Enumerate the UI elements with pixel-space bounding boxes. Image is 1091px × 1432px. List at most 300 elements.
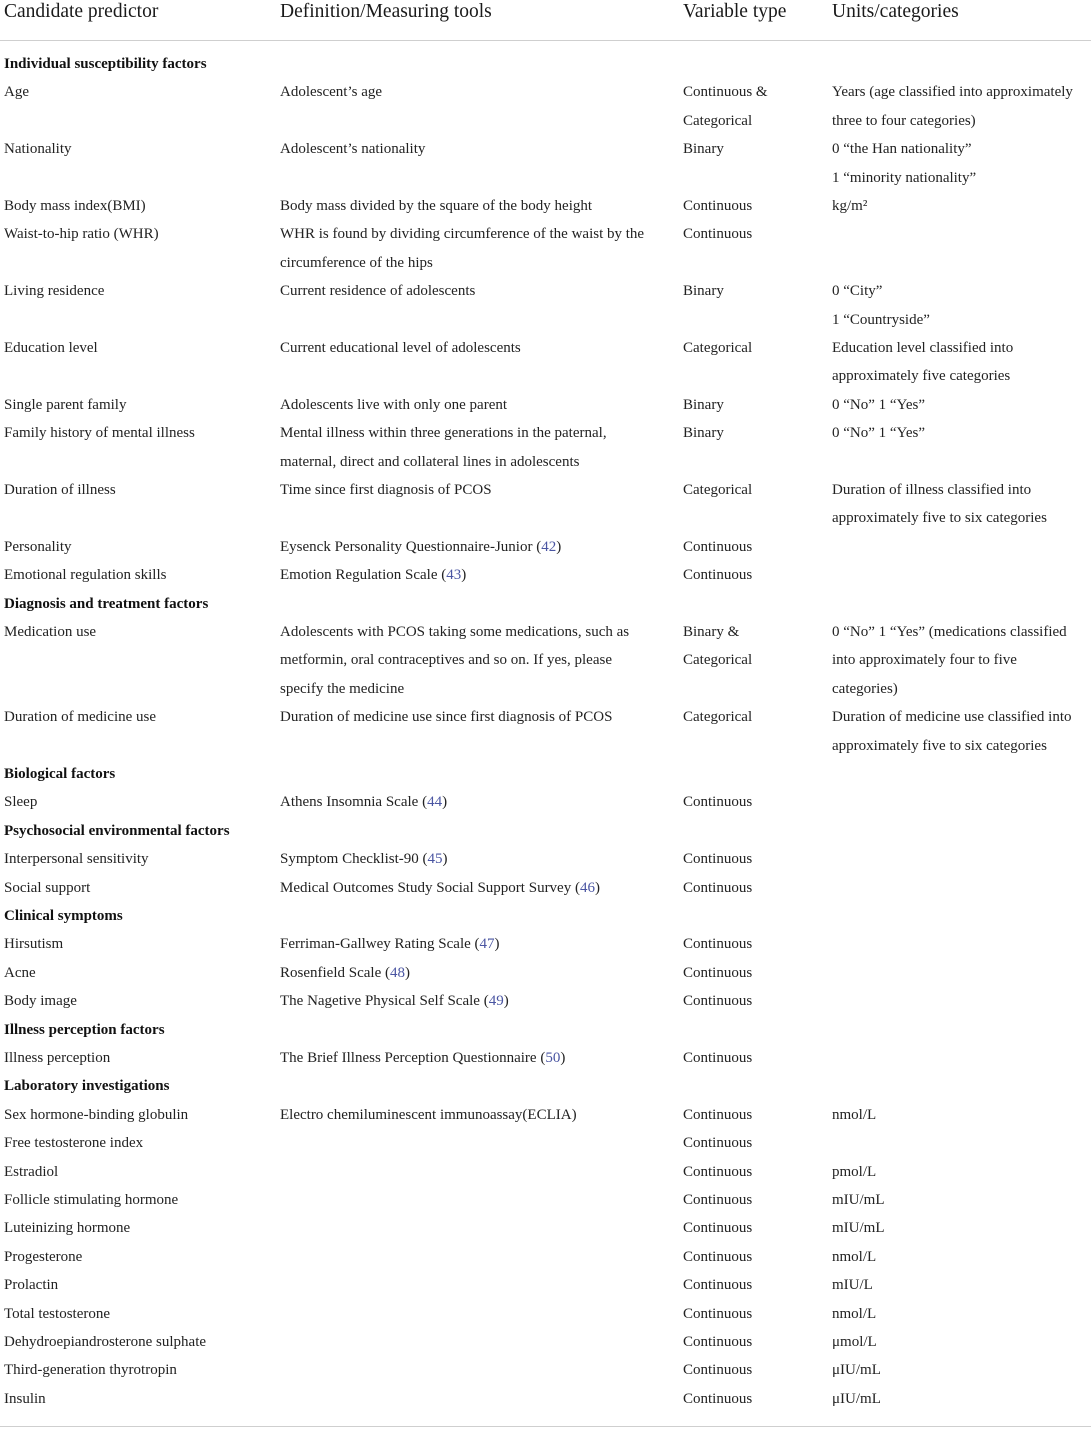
cell-line [683,1158,823,1186]
variable-type-cell [683,1243,823,1271]
section-title: Psychosocial environmental factors [4,822,230,839]
cell-text: approximately five to six categories [832,510,1047,527]
variable-type-cell [683,930,823,958]
cell-text: Continuous & [683,84,768,101]
cell-line [683,845,823,873]
units-cell [832,1186,1088,1214]
cell-text: Rosenfield Scale [280,964,382,981]
predictor-cell [4,1044,272,1072]
variable-type-cell [683,1186,823,1214]
variable-type-cell [683,561,823,589]
predictor-cell [4,1186,272,1214]
cell-line [280,135,675,163]
predictor-cell [4,1300,272,1328]
ref-paren: ( [437,567,447,584]
reference-link[interactable]: 46 [579,879,595,896]
predictor-cell [4,1328,272,1356]
column-header-definition: Definition/Measuring tools [280,1,492,22]
cell-line [4,1186,272,1214]
cell-line [683,220,823,248]
units-cell [832,419,1088,447]
variable-type-cell [683,874,823,902]
cell-line [832,1243,1088,1271]
predictor-cell [4,533,272,561]
ref-paren: ) [404,964,410,981]
cell-line [4,703,272,731]
cell-line [4,78,272,106]
section-title: Biological factors [4,766,116,782]
cell-line [4,1158,272,1186]
cell-line [280,561,675,589]
units-cell [832,78,1088,135]
cell-line [832,618,1088,646]
cell-line [4,1328,272,1356]
cell-text: mIU/L [832,1277,873,1294]
units-cell [832,135,1088,192]
predictor-cell [4,334,272,362]
cell-line [683,419,823,447]
cell-text: Third-generation thyrotropin [4,1362,177,1379]
cell-text: Binary [683,396,724,413]
cell-line [832,334,1088,362]
cell-line [4,533,272,561]
definition-cell [280,277,675,305]
cell-text: Continuous [683,1305,753,1322]
predictor-cell [4,419,272,447]
ref-paren: ) [560,1050,566,1066]
cell-line [4,930,272,958]
cell-text: Symptom Checklist-90 [280,851,419,868]
cell-line [832,306,1088,334]
cell-text: Adolescents with PCOS taking some medications, such as [280,624,630,640]
cell-line [832,1214,1088,1242]
cell-text: Single parent family [4,396,127,413]
cell-line [683,533,823,561]
cell-line [280,476,675,504]
cell-line [280,788,675,816]
predictor-cell [4,1101,272,1129]
variable-type-cell [683,1044,823,1072]
cell-text: Duration of medicine use classified into [832,709,1072,726]
cell-line [683,1271,823,1299]
cell-text: Emotional regulation skills [4,567,167,584]
predictor-cell [4,618,272,646]
cell-line [280,959,675,987]
cell-text: Continuous [683,1362,753,1379]
predictor-cell [4,1385,272,1413]
cell-line [683,277,823,305]
cell-text: Continuous [683,993,753,1010]
cell-line [4,192,272,220]
cell-line [4,788,272,816]
definition-cell [280,192,675,220]
cell-line [683,561,823,589]
units-cell [832,703,1088,760]
predictor-cell [4,192,272,220]
units-cell [832,1356,1088,1384]
definition-cell [280,845,675,873]
section-title: Laboratory investigations [4,1078,170,1095]
cell-line [280,1101,675,1129]
predictor-cell [4,987,272,1015]
cell-text: Continuous [683,198,753,214]
cell-line [832,675,1088,703]
predictor-cell [4,959,272,987]
variable-type-cell [683,788,823,816]
cell-text: Estradiol [4,1163,59,1180]
cell-text: Continuous [683,1135,753,1152]
cell-line [832,1186,1088,1214]
variable-type-cell [683,987,823,1015]
reference-link[interactable]: 50 [545,1050,561,1066]
cell-line [4,1044,272,1072]
cell-line [683,959,823,987]
cell-text: μIU/mL [832,1390,881,1407]
cell-text: approximately five categories [832,368,1011,385]
cell-line [4,1271,272,1299]
predictor-cell [4,788,272,816]
cell-text: Duration of illness [4,482,116,498]
cell-line [683,788,823,816]
variable-type-cell [683,959,823,987]
definition-cell [280,476,675,504]
cell-line [4,391,272,419]
definition-cell [280,419,675,476]
predictor-cell [4,561,272,589]
cell-text: Acne [4,964,36,981]
cell-line [832,107,1088,135]
cell-line [4,959,272,987]
variable-type-cell [683,220,823,248]
cell-text: nmol/L [832,1305,877,1322]
cell-line [280,192,675,220]
cell-line [832,646,1088,674]
cell-text: 0 “the Han nationality” [832,141,972,158]
cell-text: 0 “No” 1 “Yes” (medications classified [832,624,1067,640]
cell-line [832,1101,1088,1129]
cell-text: Prolactin [4,1277,59,1294]
reference-link[interactable]: 44 [427,794,443,811]
section-title: Illness perception factors [4,1021,165,1038]
variable-type-cell [683,391,823,419]
cell-text: Duration of medicine use [4,709,157,726]
cell-text: Continuous [683,851,753,868]
cell-text: 0 “No” 1 “Yes” [832,396,926,413]
variable-type-cell [683,1129,823,1157]
cell-line [280,391,675,419]
cell-text: Education level classified into [832,340,1014,356]
cell-text: Continuous [683,1050,753,1066]
definition-cell [280,334,675,362]
cell-line [683,703,823,731]
cell-text: Continuous [683,794,753,811]
cell-text: Time since first diagnosis of PCOS [280,482,492,498]
cell-text: Continuous [683,964,753,981]
cell-line [683,1243,823,1271]
cell-text: Continuous [683,1248,753,1265]
cell-text: Interpersonal sensitivity [4,851,149,868]
cell-line [280,1044,675,1072]
cell-text: Family history of mental illness [4,425,195,442]
cell-text: Binary [683,283,724,300]
predictor-cell [4,1356,272,1384]
cell-text: Continuous [683,226,753,243]
predictor-cell [4,1158,272,1186]
units-cell [832,391,1088,419]
predictor-cell [4,1129,272,1157]
units-cell [832,277,1088,334]
definition-cell [280,618,675,703]
cell-line [683,1356,823,1384]
cell-text: Athens Insomnia Scale [280,794,419,811]
cell-line [832,1356,1088,1384]
cell-text: 1 “minority nationality” [832,169,977,186]
cell-text: Sex hormone-binding globulin [4,1106,189,1123]
cell-line [280,448,675,476]
cell-text: Binary [683,141,724,158]
predictor-cell [4,1271,272,1299]
cell-text: Continuous [683,879,753,896]
cell-line [683,192,823,220]
cell-text: Follicle stimulating hormone [4,1192,179,1208]
cell-text: Continuous [683,1334,753,1350]
cell-text: Free testosterone index [4,1135,144,1152]
cell-text: Body mass index(BMI) [4,198,146,214]
cell-line [280,249,675,277]
ref-paren: ( [571,879,580,896]
cell-text: nmol/L [832,1106,877,1123]
cell-line [4,618,272,646]
definition-cell [280,135,675,163]
cell-line [280,930,675,958]
cell-text: Current educational level of adolescents [280,340,521,356]
variable-type-cell [683,618,823,675]
predictor-cell [4,220,272,248]
cell-line [832,504,1088,532]
definition-cell [280,561,675,589]
cell-text: nmol/L [832,1248,877,1265]
units-cell [832,1385,1088,1413]
definition-cell [280,78,675,106]
cell-text: Adolescent’s age [280,84,383,101]
cell-text: Continuous [683,936,753,953]
ref-paren: ) [594,879,600,896]
section-title: Diagnosis and treatment factors [4,595,209,612]
cell-text: Eysenck Personality Questionnaire-Junior [280,538,533,555]
predictor-cell [4,1214,272,1242]
cell-line [683,78,823,106]
cell-text: WHR is found by dividing circumference of the waist by the [280,226,645,243]
cell-text: Body image [4,993,77,1010]
cell-line [683,1101,823,1129]
cell-line [4,1385,272,1413]
column-header-candidate-predictor: Candidate predictor [4,1,159,22]
cell-text: Continuous [683,1163,753,1180]
cell-line [832,1158,1088,1186]
cell-line [4,135,272,163]
predictor-cell [4,703,272,731]
predictor-cell [4,874,272,902]
cell-text: maternal, direct and collateral lines in adolescents [280,453,580,470]
cell-text: Total testosterone [4,1305,111,1322]
ref-paren: ( [418,794,428,811]
cell-line [280,419,675,447]
cell-text: Binary [683,425,724,442]
cell-text: Continuous [683,1277,753,1294]
units-cell [832,192,1088,220]
ref-paren: ( [536,1050,546,1066]
cell-text: Electro chemiluminescent immunoassay(ECLIA) [280,1106,577,1123]
cell-line [832,419,1088,447]
cell-line [832,135,1088,163]
reference-link[interactable]: 47 [479,936,495,953]
cell-line [683,1214,823,1242]
cell-text: Nationality [4,141,72,158]
predictor-cell [4,476,272,504]
cell-text: mIU/mL [832,1220,885,1237]
cell-line [832,1385,1088,1413]
cell-text: Binary & [683,624,740,640]
reference-link[interactable]: 43 [446,567,462,584]
definition-cell [280,874,675,902]
table-bottom-rule [0,1426,1091,1427]
variable-type-cell [683,78,823,135]
cell-text: Medical Outcomes Study Social Support Survey [280,879,572,896]
reference-link[interactable]: 48 [389,964,405,981]
cell-text: metformin, oral contraceptives and so on. If yes, please [280,652,612,669]
cell-text: Dehydroepiandrosterone sulphate [4,1334,207,1350]
cell-text: Continuous [683,1390,753,1407]
predictor-cell [4,1243,272,1271]
cell-text: Illness perception [4,1050,111,1066]
column-header-units: Units/categories [832,1,959,22]
cell-line [683,987,823,1015]
cell-line [4,1214,272,1242]
cell-text: Categorical [683,340,753,356]
cell-line [280,987,675,1015]
cell-line [4,845,272,873]
ref-paren: ) [442,794,448,811]
variable-type-cell [683,334,823,362]
definition-cell [280,533,675,561]
units-cell [832,1101,1088,1129]
section-title: Clinical symptoms [4,908,123,924]
cell-text: 0 “No” 1 “Yes” [832,425,926,442]
cell-text: Medication use [4,624,97,640]
definition-cell [280,703,675,731]
cell-line [280,277,675,305]
cell-text: into approximately four to five [832,652,1017,669]
cell-line [832,703,1088,731]
cell-line [4,987,272,1015]
ref-paren: ( [479,993,489,1010]
column-header-variable-type: Variable type [683,1,787,22]
units-cell [832,334,1088,391]
cell-text: Ferriman-Gallwey Rating Scale [280,936,471,953]
cell-line [4,874,272,902]
cell-text: circumference of the hips [280,254,433,271]
definition-cell [280,220,675,277]
predictor-cell [4,78,272,106]
cell-line [280,703,675,731]
reference-link[interactable]: 42 [541,538,557,555]
cell-text: kg/m² [832,198,868,214]
cell-text: Education level [4,340,98,356]
ref-paren: ) [556,538,562,555]
units-cell [832,1214,1088,1242]
cell-line [280,618,675,646]
cell-text: Categorical [683,112,753,129]
cell-text: Continuous [683,1106,753,1123]
cell-line [4,220,272,248]
variable-type-cell [683,1271,823,1299]
cell-line [832,1328,1088,1356]
reference-link[interactable]: 49 [488,993,504,1010]
cell-line [280,646,675,674]
variable-type-cell [683,1356,823,1384]
variable-type-cell [683,476,823,504]
cell-text: μIU/mL [832,1362,881,1379]
definition-cell [280,1101,675,1129]
cell-line [832,1271,1088,1299]
cell-line [832,476,1088,504]
cell-line [832,1300,1088,1328]
cell-line [4,1243,272,1271]
variable-type-cell [683,419,823,447]
definition-cell [280,788,675,816]
cell-line [4,561,272,589]
cell-text: Continuous [683,538,753,555]
cell-text: Age [4,84,29,101]
cell-line [683,1044,823,1072]
variable-type-cell [683,1158,823,1186]
predictor-cell [4,277,272,305]
variable-type-cell [683,135,823,163]
cell-text: Continuous [683,567,753,584]
variable-type-cell [683,1101,823,1129]
cell-text: Categorical [683,482,753,498]
cell-line [832,277,1088,305]
cell-line [683,135,823,163]
variable-type-cell [683,1300,823,1328]
cell-line [832,391,1088,419]
cell-line [683,618,823,646]
cell-text: Hirsutism [4,936,64,953]
cell-line [832,78,1088,106]
reference-link[interactable]: 45 [427,851,443,868]
cell-text: 1 “Countryside” [832,311,930,328]
cell-line [683,1300,823,1328]
cell-line [832,362,1088,390]
variable-type-cell [683,845,823,873]
cell-line [683,1328,823,1356]
cell-line [280,675,675,703]
ref-paren: ) [503,993,509,1010]
cell-line [4,1356,272,1384]
cell-text: Social support [4,879,91,896]
cell-text: mIU/mL [832,1192,885,1208]
cell-line [683,1385,823,1413]
cell-line [683,930,823,958]
units-cell [832,1158,1088,1186]
ref-paren: ( [470,936,480,953]
cell-line [280,220,675,248]
units-cell [832,1271,1088,1299]
cell-line [4,334,272,362]
cell-text: Continuous [683,1192,753,1208]
predictor-cell [4,391,272,419]
cell-line [280,845,675,873]
